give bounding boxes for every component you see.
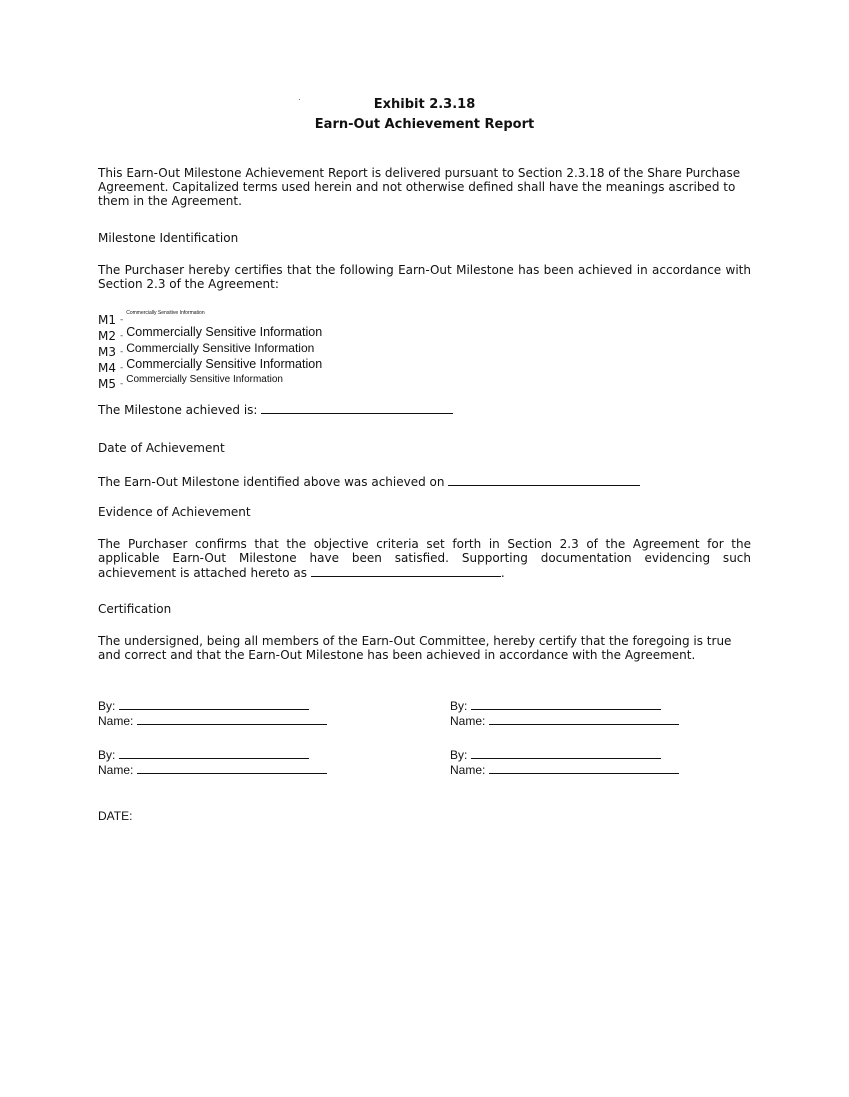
signature-by-row [450,698,661,714]
exhibit-number: Exhibit 2.3.18 [373,97,476,112]
by-label: By: [450,748,468,762]
by-label: By: [98,748,116,762]
milestone-code: M1 [98,313,116,327]
signature-name-row [450,713,679,729]
milestone-code: M3 [98,345,116,359]
evidence-heading: Evidence of Achievement [98,505,251,519]
name-label: Name: [450,763,486,777]
milestone-code: M5 [98,377,116,391]
name-field[interactable] [489,713,679,725]
milestone-heading: Milestone Identification [98,231,239,245]
date-paragraph: The Earn-Out Milestone identified above was achieved on [98,475,445,489]
milestone-dash: - [120,363,124,373]
evidence-end: . [500,566,505,580]
name-field[interactable] [137,713,327,725]
list-item [98,309,498,325]
date-row [98,474,751,489]
date-heading: Date of Achievement [98,441,225,455]
name-field[interactable] [137,762,327,774]
milestone-achieved-label: The Milestone achieved is: [98,403,258,417]
achievement-date-field[interactable] [448,474,640,486]
milestone-dash: - [120,379,124,389]
signature-by-row [450,747,661,763]
list-item [98,373,498,389]
name-label: Name: [98,763,134,777]
signature-name-row [98,713,327,729]
milestone-description: Commercially Sensitive Information [126,374,283,385]
milestone-paragraph: The Purchaser hereby certifies that the following Earn-Out Milestone has been achieved in accordance with Section 2.3 of the Agreement: [98,263,751,291]
signature-field[interactable] [119,698,309,710]
milestone-dash: - [120,331,124,341]
milestone-code: M4 [98,361,116,375]
evidence-attachment-field[interactable] [311,565,501,577]
signature-name-row [98,762,327,778]
by-label: By: [98,699,116,713]
list-item [98,325,498,341]
milestone-description: Commercially Sensitive Information [126,341,315,355]
name-field[interactable] [489,762,679,774]
signature-field[interactable] [471,698,661,710]
intro-paragraph: This Earn-Out Milestone Achievement Report is delivered pursuant to Section 2.3.18 of the Share Purchase Agreement. Capitalized terms used herein and not otherwise defined shall have the meanings ascribed to them in the Agreement. [98,166,741,208]
list-item [98,357,498,373]
milestone-dash: - [120,315,124,325]
document-title: Earn-Out Achievement Report [314,117,535,132]
milestone-description: Commercially Sensitive Information [126,357,323,371]
milestone-achieved-field[interactable] [261,402,453,414]
milestone-description: Commercially Sensitive Information [126,325,323,339]
list-item [98,341,498,357]
name-label: Name: [450,714,486,728]
milestone-list [98,309,498,389]
milestone-dash: - [120,347,124,357]
milestone-description: Commercially Sensitive Information [126,310,205,316]
signature-name-row [450,762,679,778]
certification-heading: Certification [98,602,172,616]
milestone-achieved-row [98,402,751,417]
milestone-code: M2 [98,329,116,343]
signature-by-row [98,747,309,763]
signature-by-row [98,698,309,714]
name-label: Name: [98,714,134,728]
signature-field[interactable] [119,747,309,759]
certification-paragraph: The undersigned, being all members of the Earn-Out Committee, hereby certify that the foregoing is true and correct and that the Earn-Out Milestone has been achieved in accordance with the Agreement. [98,634,732,662]
evidence-paragraph [98,537,751,580]
by-label: By: [450,699,468,713]
date-label: DATE: [98,809,133,823]
evidence-text: The Purchaser confirms that the objective criteria set forth in Section 2.3 of the Agreement for the applicable Earn-Out Milestone have been satisfied. Supporting documentation evidencing such achievement is attached hereto as [98,537,751,580]
signature-field[interactable] [471,747,661,759]
